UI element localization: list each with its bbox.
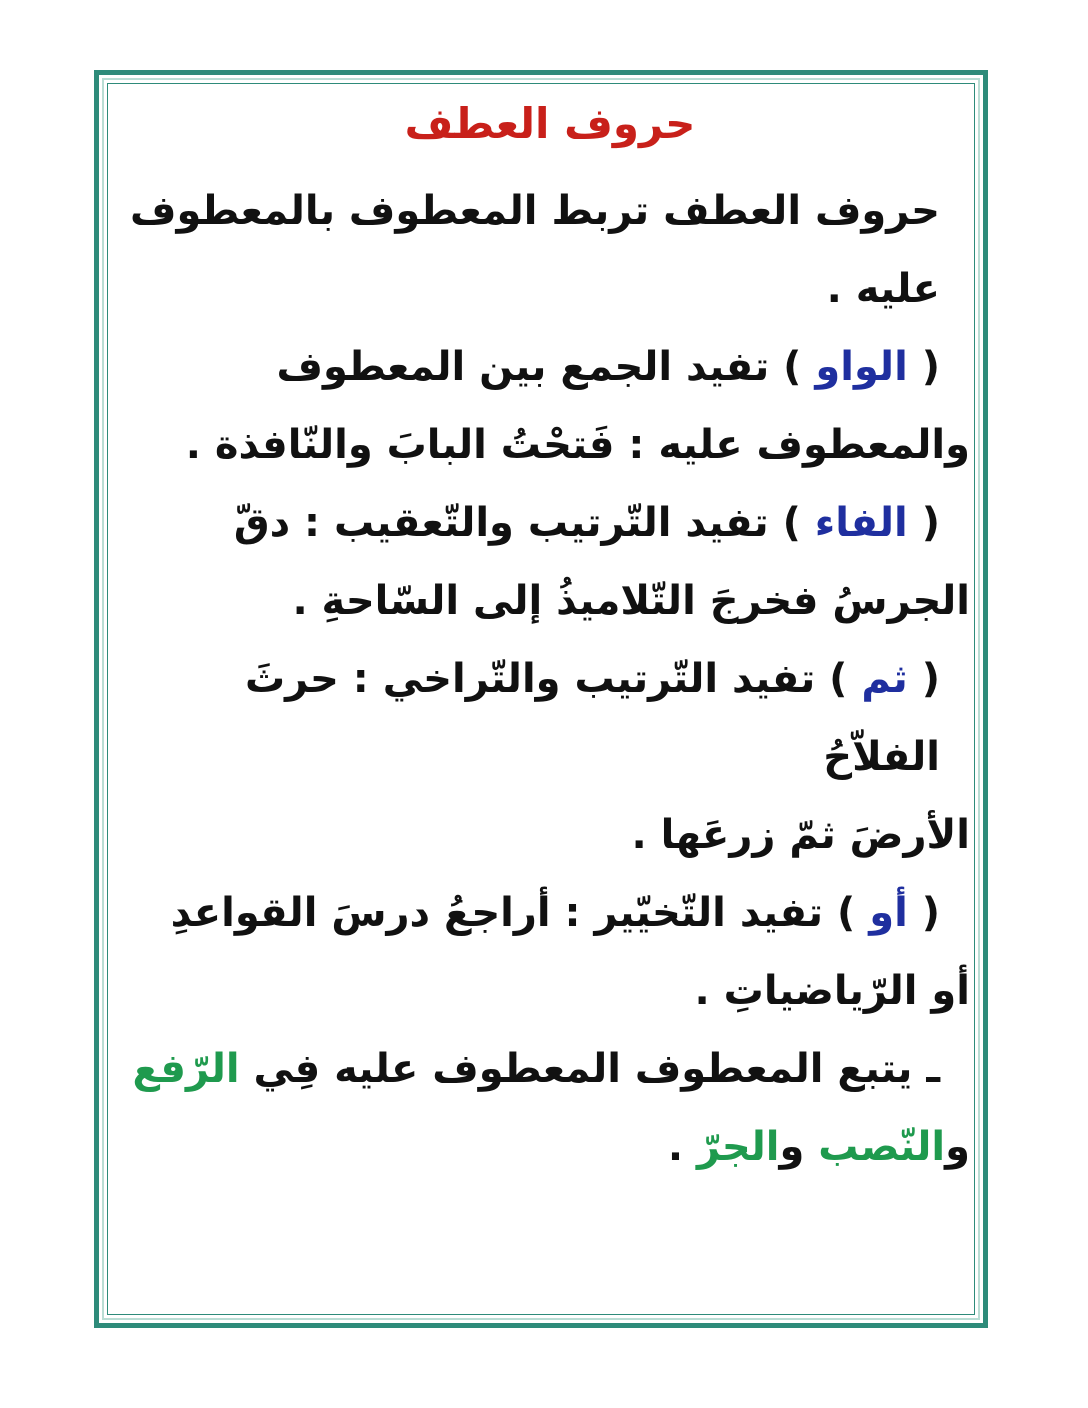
page-title: حروف العطف <box>404 99 696 148</box>
rule-aw-line-2: أو الرّياضياتِ . <box>694 968 970 1014</box>
rule-waw <box>130 328 970 484</box>
keyword-thumma: ثم <box>861 656 908 702</box>
keyword-aw: أو <box>869 890 908 936</box>
rule-aw-line-1: ( أو ) تفيد التّخيّير : أراجعُ درسَ القواعدِ <box>170 890 940 936</box>
rule-thumma-line-2: الأرضَ ثمّ زرعَها . <box>631 812 970 858</box>
intro-paragraph <box>130 172 970 328</box>
agreement-note-line-1: ـ يتبع المعطوف المعطوف عليه فِي الرّفع <box>132 1046 940 1092</box>
rule-thumma-line-1: ( ثم ) تفيد التّرتيب والتّراخي : حرثَ الفلاّحُ <box>244 656 940 780</box>
document-body <box>130 92 970 1186</box>
intro-line-1: حروف العطف تربط المعطوف بالمعطوف <box>130 188 940 234</box>
keyword-faa: الفاء <box>814 500 908 546</box>
rule-thumma <box>130 640 970 874</box>
rule-faa-line-2: الجرسُ فخرجَ التّلاميذُ إلى السّاحةِ . <box>292 578 970 624</box>
agreement-note-line-2: والنّصب والجرّ . <box>667 1124 970 1170</box>
keyword-jarr: الجرّ <box>697 1124 780 1170</box>
keyword-waw: الواو <box>815 344 908 390</box>
rule-aw <box>130 874 970 1030</box>
rule-faa-line-1: ( الفاء ) تفيد التّرتيب والتّعقيب : دقّ <box>233 500 940 546</box>
agreement-note <box>130 1030 970 1186</box>
keyword-raf: الرّفع <box>132 1046 240 1092</box>
intro-line-2: عليه . <box>826 266 940 312</box>
rule-waw-line-2: والمعطوف عليه : فَتحْتُ البابَ والنّافذة . <box>185 422 970 468</box>
keyword-nasb: النّصب <box>818 1124 946 1170</box>
rule-waw-line-1: ( الواو ) تفيد الجمع بين المعطوف <box>276 344 940 390</box>
rule-faa <box>130 484 970 640</box>
